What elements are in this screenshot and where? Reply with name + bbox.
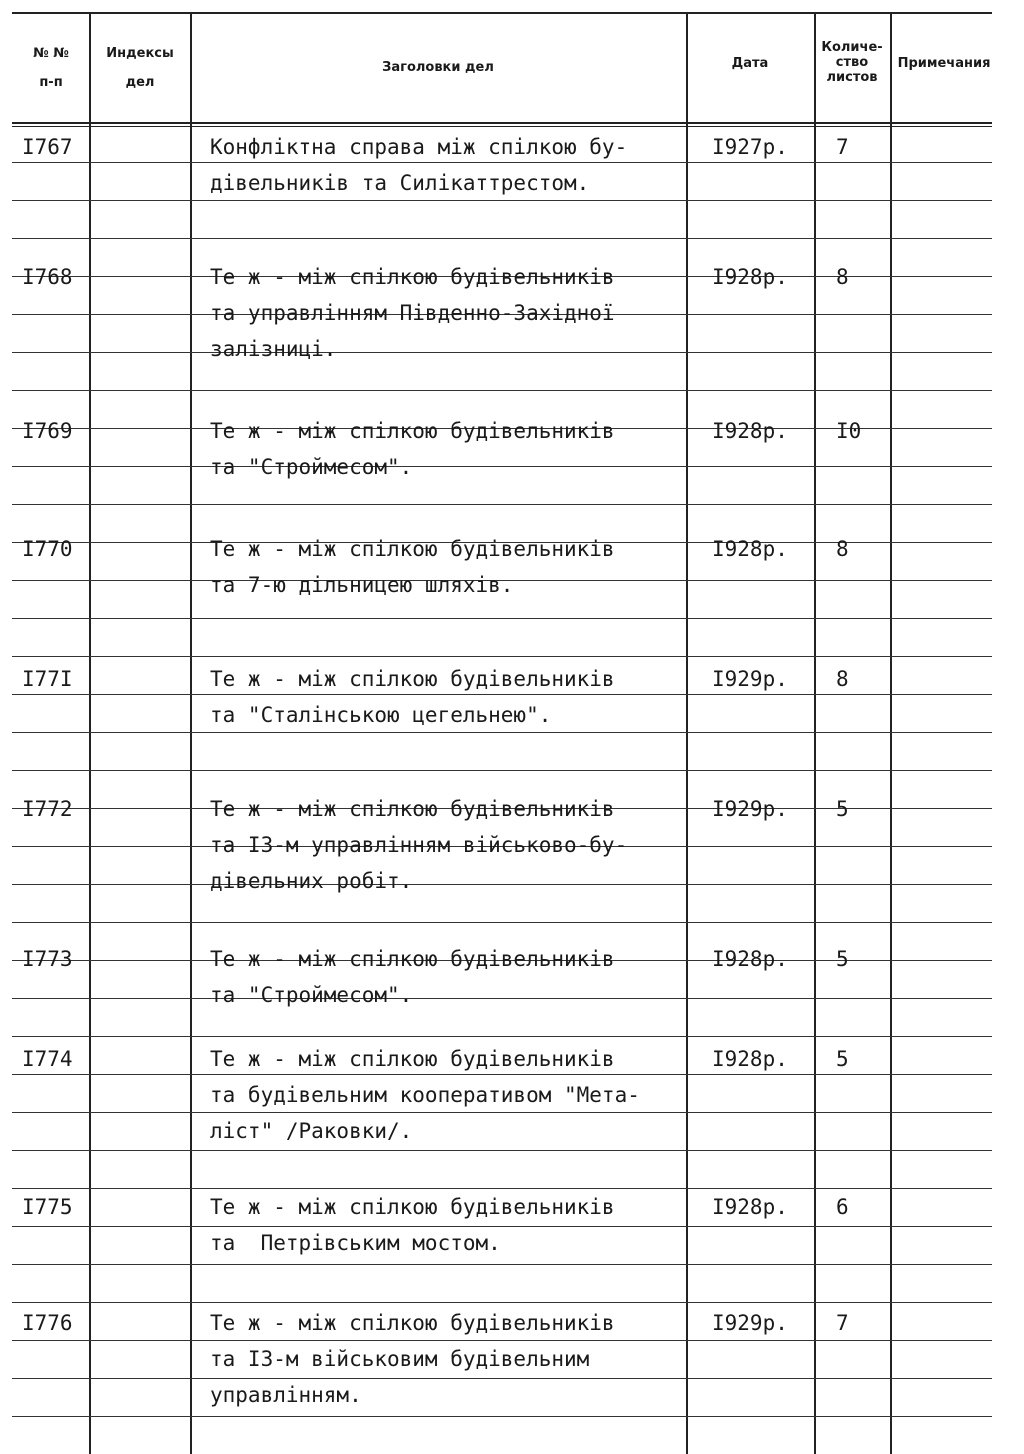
header-count-line1: Количе- [821, 40, 883, 55]
ruled-line [12, 1416, 992, 1417]
ruled-line [12, 466, 992, 467]
ruled-line [12, 694, 992, 695]
case-title-line: Те ж - мiж спiлкою будiвельникiв [210, 537, 615, 561]
ruled-line [12, 504, 992, 505]
sheet-count: 5 [836, 947, 849, 971]
ruled-line [12, 390, 992, 391]
case-title-line: та управлiнням Пiвденно-Захiдної [210, 301, 615, 325]
header-num-line1: № № [33, 46, 69, 61]
case-title-line: Те ж - мiж спiлкою будiвельникiв [210, 797, 615, 821]
column-divider-title [190, 14, 192, 1454]
header-date: Дата [731, 56, 769, 71]
case-title-line: та "Строймесом". [210, 455, 413, 479]
case-number: I77I [22, 667, 73, 691]
sheet-count: 5 [836, 1047, 849, 1071]
header-num [14, 46, 88, 90]
case-title-line: та I3-м управлiнням вiйськово-бу- [210, 833, 628, 857]
ruled-line [12, 352, 992, 353]
case-date: I927р. [712, 135, 788, 159]
case-date: I928р. [712, 265, 788, 289]
case-title-line: Те ж - мiж спiлкою будiвельникiв [210, 265, 615, 289]
sheet-count: 5 [836, 797, 849, 821]
sheet-count: I0 [836, 419, 862, 443]
case-title-line: Те ж - мiж спiлкою будiвельникiв [210, 1195, 615, 1219]
ruled-line [12, 162, 992, 163]
case-date: I928р. [712, 947, 788, 971]
header-count-line2: ство [835, 55, 869, 70]
case-title-line: та будiвельним кооперативом "Мета- [210, 1083, 640, 1107]
case-date: I928р. [712, 537, 788, 561]
case-number: I776 [22, 1311, 73, 1335]
header-bottom-border-second [12, 126, 992, 127]
ruled-line [12, 1074, 992, 1075]
case-title-line: Те ж - мiж спiлкою будiвельникiв [210, 1047, 615, 1071]
case-title-line: залiзницi. [210, 337, 337, 361]
case-number: I772 [22, 797, 73, 821]
header-index-line1: Индексы [106, 46, 174, 61]
case-date: I928р. [712, 1195, 788, 1219]
case-title-line: Конфлiктна справа мiж спiлкою бу- [210, 135, 628, 159]
ruled-line [12, 656, 992, 657]
ruled-line [12, 732, 992, 733]
case-title-line: та I3-м вiйськовим будiвельним [210, 1347, 590, 1371]
case-number: I774 [22, 1047, 73, 1071]
header-title: Заголовки дел [382, 60, 494, 75]
case-date: I929р. [712, 797, 788, 821]
table-top-border [12, 12, 992, 14]
header-notes: Примечания [897, 56, 991, 71]
case-title-line: дiвельних робiт. [210, 869, 413, 893]
case-title-line: та 7-ю дiльницею шляхiв. [210, 573, 514, 597]
sheet-count: 7 [836, 135, 849, 159]
ruled-line [12, 1150, 992, 1151]
ruled-line [12, 1378, 992, 1379]
sheet-count: 6 [836, 1195, 849, 1219]
header-index-line2: дел [125, 75, 155, 90]
sheet-count: 8 [836, 537, 849, 561]
ruled-line [12, 998, 992, 999]
case-title-line: та Петрiвським мостом. [210, 1231, 501, 1255]
case-title-line: Те ж - мiж спiлкою будiвельникiв [210, 947, 615, 971]
case-date: I929р. [712, 667, 788, 691]
header-index [92, 46, 188, 90]
case-title-line: управлiнням. [210, 1383, 362, 1407]
case-date: I928р. [712, 419, 788, 443]
case-date: I928р. [712, 1047, 788, 1071]
ruled-line [12, 1226, 992, 1227]
case-title-line: Те ж - мiж спiлкою будiвельникiв [210, 419, 615, 443]
column-divider-date [686, 14, 688, 1454]
case-title-line: та "Сталiнською цегельнею". [210, 703, 552, 727]
header-count [816, 40, 888, 85]
sheet-count: 8 [836, 265, 849, 289]
ruled-line [12, 1112, 992, 1113]
header-count-line3: листов [826, 70, 878, 85]
case-number: I769 [22, 419, 73, 443]
case-date: I929р. [712, 1311, 788, 1335]
column-divider-notes [890, 14, 892, 1454]
case-title-line: лiст" /Раковки/. [210, 1119, 413, 1143]
case-number: I768 [22, 265, 73, 289]
ruled-line [12, 200, 992, 201]
case-number: I770 [22, 537, 73, 561]
header-num-line2: п-п [39, 75, 63, 90]
ruled-line [12, 922, 992, 923]
case-number: I773 [22, 947, 73, 971]
ruled-line [12, 1264, 992, 1265]
sheet-count: 8 [836, 667, 849, 691]
ruled-line [12, 770, 992, 771]
case-number: I767 [22, 135, 73, 159]
case-title-line: Те ж - мiж спiлкою будiвельникiв [210, 667, 615, 691]
column-divider-index [89, 14, 91, 1454]
column-divider-count [814, 14, 816, 1454]
case-title-line: Те ж - мiж спiлкою будiвельникiв [210, 1311, 615, 1335]
ruled-line [12, 238, 992, 239]
case-title-line: дiвельникiв та Силiкаттрестом. [210, 171, 590, 195]
header-bottom-border [12, 122, 992, 124]
case-number: I775 [22, 1195, 73, 1219]
sheet-count: 7 [836, 1311, 849, 1335]
case-title-line: та "Строймесом". [210, 983, 413, 1007]
ruled-line [12, 618, 992, 619]
ruled-line [12, 1302, 992, 1303]
ruled-line [12, 884, 992, 885]
ruled-line [12, 1036, 992, 1037]
ruled-line [12, 1340, 992, 1341]
ruled-line [12, 1188, 992, 1189]
